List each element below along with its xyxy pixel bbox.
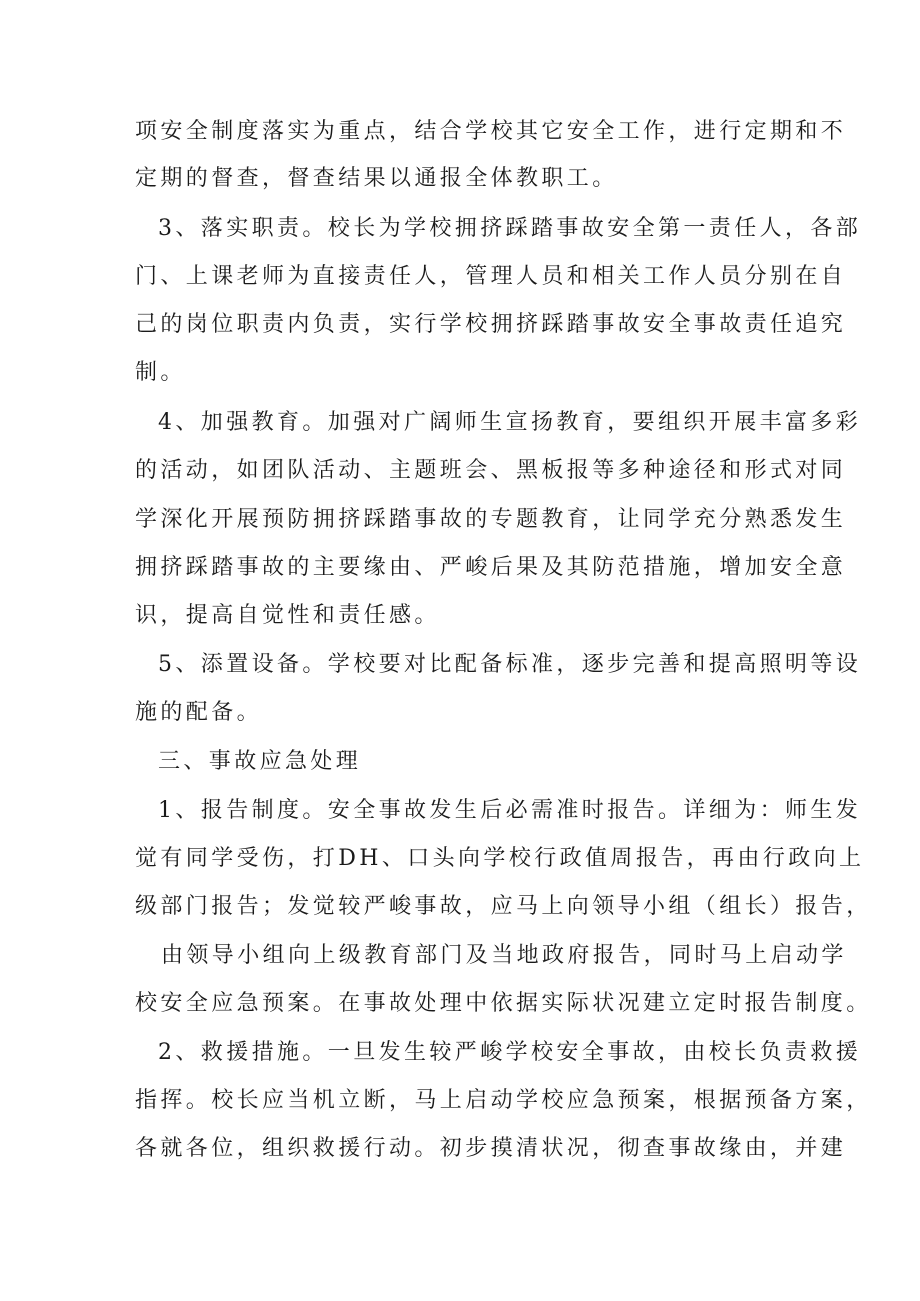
text-line: 学深化开展预防拥挤踩踏事故的专题教育，让同学充分熟悉发生 [135,507,847,532]
text-line: 觉有同学受伤，打DH、口头向学校行政值周报告，再由行政向上 [135,846,865,871]
text-line: 己的岗位职责内负责，实行学校拥挤踩踏事故安全事故责任追究 [135,312,847,337]
paragraph-1-start: 1、报告制度。安全事故发生后必需准时报告。详细为：师生发 [158,798,862,823]
text-line: 指挥。校长应当机立断，马上启动学校应急预案，根据预备方案， [135,1088,872,1113]
section-heading: 三、事故应急处理 [158,749,362,774]
text-line: 门、上课老师为直接责任人，管理人员和相关工作人员分别在自 [135,264,847,289]
text-line: 施的配备。 [135,700,263,725]
text-line: 校安全应急预案。在事故处理中依据实际状况建立定时报告制度。 [135,991,872,1016]
text-line: 制。 [135,360,186,385]
text-line: 识，提高自觉性和责任感。 [135,603,440,628]
text-line: 定期的督查，督查结果以通报全体教职工。 [135,166,618,191]
text-line: 级部门报告；发觉较严峻事故，应马上向领导小组（组长）报告， [135,894,872,919]
paragraph-4-start: 4、加强教育。加强对广阔师生宣扬教育，要组织开展丰富多彩 [158,410,862,435]
paragraph-2-start: 2、救援措施。一旦发生较严峻学校安全事故，由校长负责救援 [158,1040,862,1065]
text-line: 各就各位，组织救援行动。初步摸清状况，彻查事故缘由，并建 [135,1136,847,1161]
text-line: 项安全制度落实为重点，结合学校其它安全工作，进行定期和不 [135,119,847,144]
text-line: 拥挤踩踏事故的主要缘由、严峻后果及其防范措施，增加安全意 [135,555,847,580]
text-line: 由领导小组向上级教育部门及当地政府报告，同时马上启动学 [161,943,847,968]
paragraph-5-start: 5、添置设备。学校要对比配备标准，逐步完善和提高照明等设 [158,652,862,677]
paragraph-3-start: 3、落实职责。校长为学校拥挤踩踏事故安全第一责任人，各部 [158,216,862,241]
text-line: 的活动，如团队活动、主题班会、黑板报等多种途径和形式对同 [135,458,847,483]
